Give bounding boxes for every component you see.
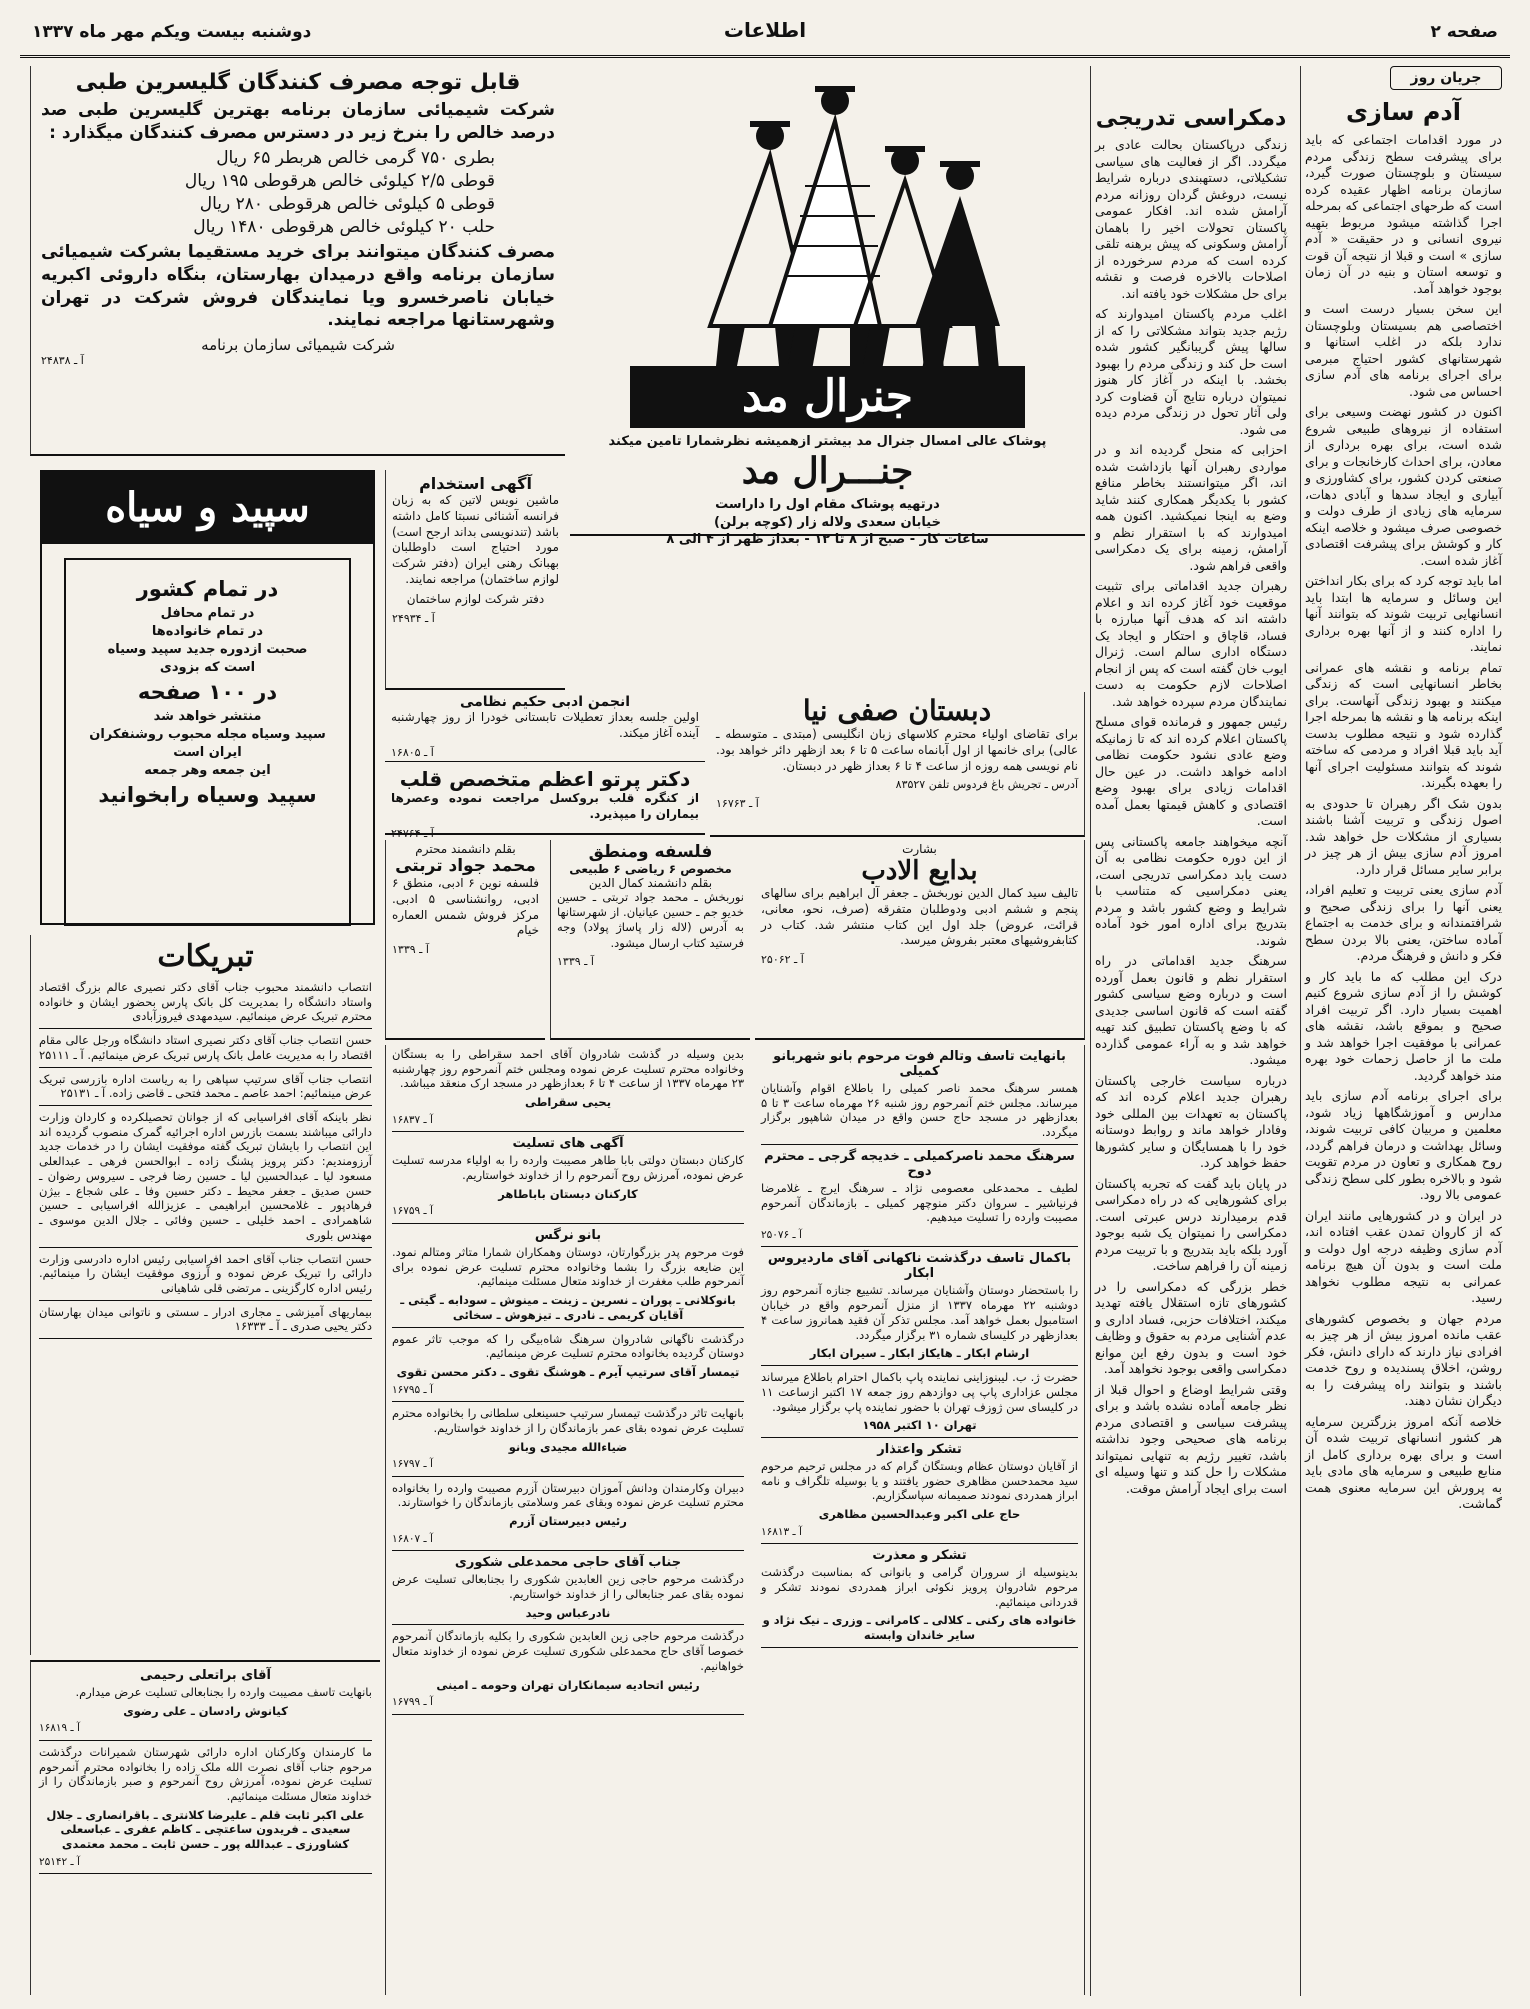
notice-title: تشکر واعتذار — [877, 1441, 962, 1457]
author-name: محمد جواد تربتی — [395, 856, 536, 876]
ad-text: نوربخش ـ محمد جواد تربتی ـ حسین خدیو جم ـ حسین عیانیان. از شهرستانها به آدرس (لاله زار پاساژ پولاد) وجه فرستید کتاب ارسال میشود. — [557, 890, 744, 950]
divider — [39, 1338, 372, 1339]
ad-line: در تمام محافل — [160, 606, 255, 621]
ad-signature: شرکت شیمیائی سازمان برنامه — [201, 336, 395, 355]
divider — [392, 1401, 744, 1402]
paragraph: اغلب مردم پاکستان امیدوارند که رژیم جدید بتواند مشکلاتی را که از سالها پیش گریبانگیر کشور شده است حل کند و زندگی مردم را بهبود بخشد. با اینکه در آغاز کار هنوز نمیتوان درباره نتایج آن قضاوت کرد ولی آثار تحول در زندگی مردم دیده می شود. — [1095, 306, 1287, 437]
congratulation-item: حسن انتصاب جناب آقای دکتر نصیری استاد دانشگاه ورجل عالی مقام اقتصاد را به مدیریت عامل بانک پارس تبریک عرض مینمائیم. آ ـ ۲۵۱۱۱ — [38, 1033, 372, 1062]
notice-title: بانو نرگس — [534, 1227, 602, 1243]
paragraph: در پایان باید گفت که تجربه پاکستان برای کشورهایی که در راه دمکراسی قدم برمیدارند درس عبرتی است. دمکراسی را نمیتوان یک شبه بوجود آورد بلکه باید بتدریج و با تربیت مردم زمینه آن را فراهم ساخت. — [1095, 1175, 1287, 1273]
article-body — [1305, 132, 1502, 1513]
notice-text: همسر سرهنگ محمد ناصر کمیلی را باطلاع اقوام وآشنایان میرساند. مجلس ختم آنمرحوم روز شنبه ۲۶ مهرماه ساعت ۳ تا ۵ بعدازظهر در مسجد حاج حسن واقع در میدان شاهپور برگزار میگردد. — [761, 1081, 1079, 1140]
magazine-ad-box — [64, 558, 351, 926]
newspaper-name: اطلاعات — [723, 18, 807, 42]
book-title: فلسفه ومنطق — [588, 842, 713, 862]
condolence-list — [392, 1047, 744, 1715]
ad-line: خیابان سعدی ولاله زار (کوچه برلن) — [714, 514, 941, 530]
condolence-center-column — [755, 1045, 1085, 1995]
congratulation-item: انتصاب جناب آقای سرتیپ سپاهی را به ریاست اداره بازرسی تبریک عرض مینمائیم: احمد عاصم ـ محمد فتحی ـ قاضی زاده. آ ـ ۲۵۱۳۱ — [39, 1071, 372, 1101]
article-title: دمکراسی تدریجی — [1095, 106, 1287, 131]
notice-signature: ارشام ابکار ـ هایکاز ابکار ـ سیران ابکار — [809, 1346, 1030, 1361]
ad-details — [570, 496, 1085, 549]
notice-signature: تیمسار آقای سرتیپ آیرم ـ هوشنگ تقوی ـ دکتر محسن تقوی — [396, 1364, 740, 1379]
congratulation-item: نظر باینکه آقای افراسیابی که از جوانان تحصیلکرده و کاردان وزارت دارائی میباشند بسمت بازرس اداره اجرائیه گمرک منصوب گردیده اند این انتصاب را بایشان تبریک گفته موفقیت ایشان را در خدمات جدید آرزومندیم: دکتر پرویز پشنگ زاده ـ ابوالحسن فرهی ـ عبدالعلی مسعود لیا ـ عبدالحسین لیا ـ حسین رضا فرجی ـ سیروس رضوان ـ حسن صدیق ـ جعفر محیط ـ دکتر حسین وفا ـ علی شجاع ـ بیژن فرهادپور ـ غلامحسین ابراهیمی ـ عزیزالله افراسیابی ـ حسین شاهمرادی ـ احمد خلیلی ـ حسین وفائی ـ جلال الدین موسوی ـ مهندس بلوری — [39, 1110, 372, 1242]
notice-text: فوت مرحوم پدر بزرگوارتان، دوستان وهمکاران شمارا متاثر ومتالم نمود. این ضایعه بزرگ را بشما وخانواده محترم تسلیت عرض نموده برای آنمرحوم طلب مغفرت از خداوند متعال مسئلت مینمائیم. — [392, 1244, 744, 1289]
paragraph: درک این مطلب که ما باید کار و کوشش را از آدم سازی شروع کنیم اهمیت بسیار دارد. اگر تربیت افراد صحیح و بموقع باشد، نقشه های عمرانی با موفقیت اجرا خواهد شد و ملت ما از حاصل زحمات خود بهره مند خواهد گردید. — [1305, 968, 1502, 1083]
paragraph: اما باید توجه کرد که برای بکار انداختن این وسائل و سرمایه ها ابتدا باید انسانهایی تربیت شوند که بتوانند آنها را اداره کنند و از آنها بهره برداری نمایند. — [1305, 573, 1502, 654]
ad-line: است که بزودی — [159, 660, 256, 675]
divider — [761, 1365, 1078, 1366]
condolence-left-column — [30, 1660, 380, 1995]
page-header — [20, 0, 1510, 58]
paragraph: برای اجرای برنامه آدم سازی باید مدارس و آموزشگاهها زیاد شود، معلمین و مربیان کافی تربیت شوند، وسائل بهداشت و درمان فراهم گردد، روح همکاری و تعاون در مردم تقویت شود و بالاخره بطور کلی سطح زندگی عمومی بالا رود. — [1305, 1088, 1502, 1202]
divider — [39, 1300, 372, 1301]
notice-code: آ ـ ۱۶۸۳۷ — [392, 1113, 433, 1126]
divider — [392, 1624, 744, 1625]
notice-signature: کارکنان دبستان باباطاهر — [498, 1186, 638, 1201]
section-title: تبریکات — [157, 939, 254, 974]
doctor-ad — [385, 765, 705, 840]
divider — [761, 1246, 1078, 1247]
ad-outro: مصرف کنندگان میتوانند برای خرید مستقیما بشرکت شیمیائی سازمان برنامه واقع درمیدان بهارستان، بنگاه داروئی اکبریه خیابان ناصرخسرو ویا نمایندگان فروش شرکت در تهران وشهرستانها مراجعه نمایند. — [41, 241, 555, 331]
notice-title: انجمن ادبی حکیم نظامی — [459, 694, 631, 710]
notice-signature: ضیاءالله مجیدی وبانو — [508, 1439, 628, 1454]
ad-text: ماشین نویس لاتین که به زبان فرانسه آشنائی نسبتا کامل داشته باشد (تندنویسی بداند ارجح است) مورد احتیاج است داوطلبان بهبانک رهنی ایران (دفتر شرکت لوازم ساختمان) مراجعه نمایند. — [392, 493, 559, 587]
torbati-book-ad — [385, 840, 545, 1040]
price-list — [41, 147, 495, 239]
ad-line: در ۱۰۰ صفحه — [137, 680, 278, 704]
ad-line: سپید وسیاه مجله محبوب روشنفکران — [89, 727, 326, 742]
ad-code: آ ـ ۱۶۷۶۳ — [716, 797, 759, 810]
ad-label: بقلم دانشمند محترم — [415, 842, 516, 856]
notice-code: آ ـ ۲۵۰۷۶ — [761, 1229, 802, 1242]
notice-code: آ ـ ۱۶۷۵۹ — [392, 1205, 433, 1218]
ad-text: تالیف سید کمال الدین نوربخش ـ جعفر آل ابراهیم برای سالهای پنجم و ششم ادبی ودوطلبان متفرقه (صرف، نحو، معانی، قرائت، عروض) جلد اول این کتاب منتشر شد. کتاب در کتابفروشیهای معتبر بفروش میرسد. — [761, 886, 1078, 948]
notice-signature: حاج علی اکبر وعبدالحسین مظاهری — [818, 1507, 1021, 1522]
paragraph: درباره سیاست خارجی پاکستان رهبران جدید اعلام کرده اند که پاکستان به تعهدات بین المللی خود وفادار خواهد ماند و روابط دوستانه خود را با همسایگان و سایر کشورها حفظ خواهد کرد. — [1095, 1072, 1287, 1170]
notice-signature: یحیی سقراطی — [524, 1095, 612, 1110]
notice-text: اولین جلسه بعداز تعطیلات تابستانی خودرا از روز چهارشنبه آینده آغاز میکند. — [391, 710, 699, 740]
magazine-logo: سپید و سیاه — [42, 472, 373, 544]
divider — [392, 1131, 744, 1132]
fashion-figures-illustration — [570, 66, 1085, 396]
price-item: بطری ۷۵۰ گرمی خالص هربطر ۶۵ ریال — [216, 147, 495, 168]
divider — [39, 1247, 372, 1248]
notice-signature: کیانوش رادسان ـ علی رضوی — [123, 1703, 288, 1718]
notice-code: آ ـ ۱۶۷۹۹ — [392, 1696, 433, 1709]
notice-code: آ ـ ۱۶۸۰۵ — [391, 745, 434, 759]
notice-text: درگذشت مرحوم حاجی زین العابدین شکوری را بجنابعالی تسلیت عرض نموده بقای عمر جنابعالی را از خداوند خواستاریم. — [392, 1572, 744, 1601]
notice-code: آ ـ ۱۶۸۱۹ — [39, 1722, 80, 1735]
notice-title: بانهایت تاسف وتالم فوت مرحوم بانو شهربانو کمیلی — [773, 1049, 1066, 1079]
ad-intro: شرکت شیمیائی سازمان برنامه بهترین گلیسرین طبی صد درصد خالص را بنرخ زیر در دسترس مصرف کنندگان میگذارد : — [41, 100, 555, 143]
notice-title: تشکر و معذرت — [872, 1548, 967, 1564]
sepid-va-siah-ad — [40, 470, 375, 925]
notice-title: سرهنگ محمد ناصرکمیلی ـ خدیجه گرجی ـ محترم دوح — [764, 1148, 1075, 1179]
divider — [392, 1223, 744, 1224]
divider — [39, 1105, 372, 1106]
notice-signature: رئیس اتحادیه سیمانکاران تهران وحومه ـ امینی — [436, 1677, 700, 1692]
notice-code: آ ـ ۱۶۷۹۷ — [392, 1458, 433, 1471]
condolence-list — [39, 1668, 372, 1874]
paragraph: احزابی که منحل گردیده اند و در مواردی رهبران آنها بازداشت شده اند، اگر میتوانستند بخاطر منافع کشور با یکدیگر همکاری کنند شاید وضع به اینجا نمیکشید. اکنون همه امیدوارند که با استقرار نظم و آرامش، زمینه برای یک دمکراسی واقعی فراهم شود. — [1095, 442, 1287, 573]
general-mod-logo: جنرال مد — [630, 366, 1025, 428]
paragraph: آنچه میخواهند جامعه پاکستانی پس از این دوره حکومت نظامی به آن دست یابد دمکراسی تدریجی است، یعنی دمکراسیی که متناسب با شرایط و وضع کشور باشد و مردم بتدریج برای اداره امور خود آماده شوند. — [1095, 833, 1287, 948]
paragraph: مردم جهان و بخصوص کشورهای عقب مانده امروز بیش از هر چیز به افرادی نیاز دارند که دارای دانش، فکر روشن، اخلاق پسندیده و روح خدمت باشند و بتوانند راه پیشرفت را به دیگران نشان دهند. — [1305, 1310, 1502, 1408]
congratulation-item: انتصاب دانشمند محبوب جناب آقای دکتر نصیری عالم بزرگ اقتصاد واستاد دانشگاه را بمدیریت کل بانک پارس بحضور ایشان و خانواده محترم تبریک عرض مینمائیم. سیدمهدی فیروزآبادی — [39, 980, 372, 1024]
school-ad — [710, 692, 1085, 837]
notice-code: آ ـ ۱۶۷۹۵ — [392, 1383, 433, 1396]
notice-text: بدین وسیله در گذشت شادروان آقای احمد سقراطی را به بستگان وخانواده محترم تسلیت عرض نموده ومجلس ختم آنمرحوم روز چهارشنبه ۲۳ مهرماه ۱۳۳۷ از ساعت ۴ تا ۶ بعدازظهر در مسجد ارک منعقد میباشد. — [392, 1047, 744, 1091]
notice-signature: تهران ۱۰ اکتبر ۱۹۵۸ — [862, 1418, 977, 1433]
divider — [761, 1543, 1078, 1544]
paragraph: رهبران جدید اقداماتی برای تثبیت موقعیت خود آغاز کرده اند و اعلام داشته اند که هدف آنها مبارزه با فساد، قاچاق و احتکار و ایجاد یک دستگاه اداری سالم است. ژنرال ایوب خان گفته است که پس از انجام اصلاحات لازم حکومت به دست نمایندگان مردم سپرده خواهد شد. — [1095, 578, 1287, 709]
divider — [39, 1028, 372, 1029]
condolence-list — [761, 1049, 1078, 1648]
paragraph: در مورد اقدامات اجتماعی که باید برای پیشرفت سطح زندگی مردم سیستان و بلوچستان صورت گیرد، سازمان برنامه اظهار عقیده کرده است که طرحهای اجتماعی که بمرحله اجرا گذاشته میشود مربوط بتهیه نیروی انسانی و در حقیقت « آدم سازی » است و قبلا از نتیجه آن قوت و توسعه استان و بنیه در آن زمان بوجود خواهد آمد. — [1305, 132, 1502, 296]
condolence-middle-column — [385, 1045, 750, 1995]
book-title: بدایع الادب — [861, 856, 978, 886]
paragraph: بدون شک اگر رهبران تا حدودی به اصول زندگی و تربیت آشنا باشند بسیاری از مشکلات حل خواهد شد. امروز آدم سازی بیش از هر چیز در برابر سایر مسائل قرار دارد. — [1305, 795, 1502, 877]
issue-date: دوشنبه بیست ویکم مهر ماه ۱۳۳۷ — [32, 22, 312, 42]
notice-code: آ ـ ۲۵۱۴۲ — [39, 1855, 80, 1868]
notice-text: لطیف ـ محمدعلی معصومی نژاد ـ سرهنگ ایرج ـ غلامرضا فرنیاشیر ـ سروان دکتر منوچهر کمیلی ـ بازماندگان آنمرحوم مصیبت وارده را تسلیت میدهیم. — [761, 1180, 1078, 1225]
notice-text: درگذشت مرحوم حاجی زین العابدین شکوری را بکلیه بازماندگان آنمرحوم خصوصا آقای حاج محمدعلی شکوری تسلیت عرض نموده از خداوند متعال خواهانیم. — [392, 1629, 744, 1673]
ad-signature: دفتر شرکت لوازم ساختمان — [406, 591, 545, 606]
ad-text: از کنگره قلب بروکسل مراجعت نموده وعصرها بیماران را میپذیرد. — [391, 791, 699, 821]
ad-code: آ ـ ۲۴۹۳۴ — [392, 611, 435, 625]
divider — [39, 1873, 372, 1874]
anjoman-notice — [385, 692, 705, 762]
ad-title: دکتر پرتو اعظم متخصص قلب — [399, 767, 691, 791]
divider — [39, 1067, 372, 1068]
ad-title: آگهی استخدام — [419, 474, 532, 493]
notice-title: آگهی های تسلیت — [512, 1136, 624, 1152]
ad-text: فلسفه نوین ۶ ادبی، منطق ۶ ادبی، روانشناسی ۵ ادبی. مرکز فروش شمس العماره خیام — [392, 876, 539, 938]
notice-code: آ ـ ۱۶۸۰۷ — [392, 1532, 433, 1545]
notice-text: درگذشت ناگهانی شادروان سرهنگ شاه‌بیگی را که موجب تاثر عموم دوستان گردیده بخانواده محترم تسلیت عرض مینمائیم. — [392, 1331, 744, 1361]
notice-code: آ ـ ۱۶۸۱۳ — [761, 1525, 802, 1538]
paragraph: خلاصه آنکه امروز بزرگترین سرمایه هر کشور انسانهای تربیت شده آن است و برای بهره برداری کامل از منابع طبیعی و سرمایه های مادی باید به پرورش این سرمایه معنوی همت گماشت. — [1305, 1413, 1502, 1511]
notice-text: حضرت ژ. ب. لیبنوزاینی نماینده پاپ باکمال احترام باطلاع میرساند مجلس عزاداری پاپ پی دوازدهم روز جمعه ۱۷ اکتبر ازساعت ۱۱ در کلیسای سن ژوزف تهران با حضور نماینده پاپ برگزار میشود. — [761, 1370, 1079, 1414]
notice-signature: بانوکلانی ـ پوران ـ نسرین ـ زینت ـ مینوش ـ سودابه ـ گیتی ـ آقایان کریمی ـ نادری ـ تیزهوش ـ سخائی — [400, 1293, 736, 1322]
notice-text: بدینوسیله از سروران گرامی و بانوانی که بمناسبت درگذشت مرحوم شادروان پرویز نکوئی ابراز همدردی نمودند تشکر و قدردانی مینمائیم. — [761, 1565, 1078, 1609]
ad-line: در تمام کشور — [136, 577, 279, 601]
congratulation-item: حسن انتصاب جناب آقای احمد افراسیابی رئیس اداره دادرسی وزارت دارائی را تبریک عرض نموده و آرزوی موفقیت ایشان را مینمائیم. رئیس اداره کارگزینی ـ مرتضی قلی شاهیانی — [39, 1251, 372, 1295]
article-body — [1095, 137, 1287, 1497]
divider — [392, 1550, 744, 1551]
congratulations-column — [30, 935, 380, 1655]
paragraph: زندگی درپاکستان بحالت عادی بر میگردد. اگر از فعالیت های سیاسی تشکیلاتی، دستهبندی درباره شرایط نیست، دروغش گردان روزانه مردم آرامش شده اند. افکار عمومی پاکستان تحولات اخیر را باهمان آرامش وسکونی که پیش برهنه تلقی کرده است که مردم سرخورده از اصلاحات بالاخره فرصت و نقشه برای حل مشکلات خود یافته اند. — [1095, 137, 1287, 301]
general-mod-ad — [570, 66, 1085, 548]
falsafeh-book-ad — [550, 840, 750, 1040]
notice-signature: خانواده های رکنی ـ کلالی ـ کامرانی ـ وزری ـ نیک نژاد و سایر خاندان وابسته — [762, 1613, 1077, 1643]
notice-title: باکمال تاسف درگذشت ناکهانی آقای ماردیروس ابکار — [767, 1251, 1072, 1282]
hiring-ad — [385, 470, 565, 690]
paragraph: وقتی شرایط اوضاع و احوال قبلا از نظر جامعه آماده نشده باشد و برای پیشرفت سیاسی و اقتصادی مردم برنامه های صحیحی وجود نداشته باشد، تغییر رژیم به تنهایی نمیتواند مشکلات را حل کند و تنها وسیله ای است برای ایجاد آرامش موقت. — [1095, 1381, 1287, 1496]
column-adam-sazi — [1300, 66, 1510, 1996]
ad-code: آ ـ ۱۳۳۹ — [557, 954, 594, 968]
notice-title: آقای براتعلی رحیمی — [140, 1668, 271, 1683]
ad-code: آ ـ ۲۵۰۶۲ — [761, 953, 804, 967]
ad-line: ساعات کار - صبح از ۸ تا ۱۲ - بعداز ظهر از ۴ الی ۸ — [666, 532, 989, 548]
paragraph: تمام برنامه و نقشه های عمرانی بخاطر انسانهایی است که زندگی میکنند و بهبود زندگی آنهاست. برای اینکه برنامه ها و نقشه ها بمرحله اجرا گذارده شود و نتیجه مطلوب بدست آید باید قبلا افراد و مردمی که ساخته شوند که بتوانند مسئولیت اجرای آنها را بعهده بگیرند. — [1305, 659, 1502, 790]
ad-address: آدرس ـ تجریش باغ فردوس تلفن ۸۳۵۲۷ — [895, 778, 1078, 792]
divider — [392, 1714, 744, 1715]
price-item: قوطی ۲/۵ کیلوئی خالص هرقوطی ۱۹۵ ریال — [184, 170, 495, 191]
ad-line: این جمعه وهر جمعه — [144, 763, 271, 778]
paragraph: سرهنگ جدید اقداماتی در راه استقرار نظم و قانون بعمل آورده است و درباره وضع سیاسی کشور گفته است که قانون اساسی جدیدی که با وضع پاکستان تطبیق کند تهیه خواهد شد و به آراء عمومی گذارده میشود. — [1095, 953, 1287, 1067]
paragraph: این سخن بسیار درست است و اختصاصی هم بسیستان وبلوچستان ندارد بلکه در اغلب استانها و شهرستانهای کشور احتیاج مبرمی برای اجرای برنامه های آدم سازی احساس می شود. — [1305, 301, 1502, 399]
column-democracy — [1090, 66, 1295, 1996]
ad-line: درتهیه پوشاک مقام اول را داراست — [715, 497, 940, 512]
notice-title: جناب آقای حاجی محمدعلی شکوری — [454, 1555, 682, 1571]
article-title: آدم سازی — [1346, 98, 1461, 126]
ad-lines — [74, 577, 341, 807]
notice-signature: نادرعباس وحید — [525, 1605, 611, 1620]
paragraph: آدم سازی یعنی تربیت و تعلیم افراد، یعنی آنها را برای زندگی صحیح و شرافتمندانه و برای خدمت به اجتماع آماده ساختن، یعنی بالا بردن سطح فکر و دانش و فرهنگ مردم. — [1305, 882, 1502, 963]
divider — [39, 1740, 372, 1741]
divider — [392, 1476, 744, 1477]
divider — [761, 1437, 1078, 1438]
congratulations-list — [39, 980, 372, 1339]
ad-code: آ ـ ۲۴۷۶۴ — [391, 826, 434, 840]
notice-text: بانهایت تاسف مصیبت وارده را بجنابعالی تسلیت عرض میدارم. — [75, 1685, 372, 1699]
ad-line: سپید وسیاه رابخوانید — [98, 783, 317, 807]
paragraph: خطر بزرگی که دمکراسی را در کشورهای تازه استقلال یافته تهدید میکند، اختلافات حزبی، فساد اداری و عدم آشنایی مردم به حقوق و وظایف خود است و بدون رفع این موانع دمکراسی واقعی بوجود نخواهد آمد. — [1095, 1278, 1287, 1376]
ad-label: بشارت — [902, 842, 937, 856]
ad-line: در تمام خانواده‌ها — [151, 624, 264, 639]
notice-text: بانهایت تاثر درگذشت تیمسار سرتیپ حسینعلی سلطانی را بخانواده محترم تسلیت عرض نموده بقای عمر بازماندگان را از خداوند خواستاریم. — [392, 1406, 744, 1435]
notice-text: از آقایان دوستان عظام وبستگان گرام که در مجلس ترحیم مرحوم سید محمدحسن مظاهری حضور یافتند و یا بوسیله تلگراف و نامه ابراز همدردی نمودند صمیمانه سپاسگزاریم. — [761, 1458, 1078, 1503]
notice-text: دبیران وکارمندان ودانش آموزان دبیرستان آزرم مصیبت وارده را بخانواده محترم تسلیت عرض نموده وبقای عمر وسلامتی بازماندگان را خواستارند. — [392, 1480, 744, 1510]
ad-title: دبستان صفی نیا — [802, 694, 992, 727]
page-number: صفحه ۲ — [1430, 22, 1498, 42]
notice-text: ما کارمندان وکارکنان اداره دارائی شهرستان شمیرانات درگذشت مرحوم جناب آقای نصرت الله ملک زاده را بخانواده محترم آنمرحوم تسلیت عرض نموده، آمرزش روح آنمرحوم و صبر بازماندگان را از خداوند متعال مسئلت مینمائیم. — [39, 1744, 372, 1804]
paragraph: رئیس جمهور و فرمانده قوای مسلح پاکستان اعلام کرده اند که تا زمانیکه وضع عادی نشود حکومت نظامی ادامه خواهد داشت. در عین حال اقدامات زیادی برای بهبود وضع اقتصادی و کاهش قیمتها بعمل آمده است. — [1095, 714, 1287, 828]
notice-signature: علی اکبر ثابت قلم ـ علیرضا کلانتری ـ باقرانصاری ـ جلال سعیدی ـ فریدون ساعتچی ـ کاظم عفری ـ عباسعلی کشاورزی ـ عبدالله پور ـ حسن ثابت ـ محمد معتمدی — [46, 1807, 365, 1852]
notice-text: را باستحضار دوستان وآشنایان میرساند. تشییع جنازه آنمرحوم روز دوشنبه ۲۲ مهرماه ۱۳۳۷ از منزل آنمرحوم واقع در خیابان استامبول بعمل خواهد آمد. مجلس تذکر آن فقید همانروز ساعت ۴ بعدازظهر در کلیسای شماره ۳۱ برگزار میگردد. — [761, 1283, 1078, 1342]
book-subtitle: مخصوص ۶ ریاضی ۶ طبیعی — [569, 862, 732, 876]
notice-signature: رئیس دبیرستان آزرم — [509, 1514, 627, 1529]
glycerin-ad — [30, 66, 565, 456]
divider — [761, 1647, 1078, 1648]
paragraph: اکنون در کشور نهضت وسیعی برای استفاده از نیروهای طبیعی شروع شده است، برای بهره برداری از معادن، برای احداث کارخانجات و برای صنعتی کردن کشور، برای کشاورزی و آبیاری و ایجاد سدها و آبادی دهات، سرمایه های زیادی از طرف دولت و خصوصی صرف میشود و خلاصه اینکه کار و کوشش برای پیشرفت اقتصادی آغاز شده است. — [1305, 404, 1502, 568]
book-author: بقلم دانشمند کمال الدین — [588, 876, 713, 890]
badaye-book-ad — [755, 840, 1085, 1040]
ad-title: قابل توجه مصرف کنندگان گلیسرین طبی — [75, 70, 521, 95]
price-item: قوطی ۵ کیلوئی خالص هرقوطی ۲۸۰ ریال — [199, 193, 495, 214]
section-badge: جریان روز — [1390, 66, 1502, 90]
notice-text: کارکنان دبستان دولتی بابا طاهر مصیبت وارده را به اولیاء مدرسه تسلیت عرض نموده، آمرزش روح آنمرحوم را از خداوند خواستاریم. — [392, 1153, 744, 1183]
divider — [761, 1144, 1078, 1145]
ad-tagline: پوشاک عالی امسال جنرال مد بیشتر ازهمیشه نظرشمارا تامین میکند — [608, 434, 1047, 449]
ad-line: منتشر خواهد شد — [153, 709, 262, 724]
ad-text: برای تقاضای اولیاء محترم کلاسهای زبان انگلیسی (مبتدی ـ متوسطه ـ عالی) برای خانمها از اول آبانماه ساعت ۵ تا ۶ بعد ازظهر دائر خواهد بود. نام نویسی همه روزه از ساعت ۴ تا ۶ بعداز ظهر در دبستان. — [716, 727, 1079, 773]
ad-brand-name: جنـــرال مد — [741, 450, 914, 492]
ad-line: صحبت ازدوره جدید سپید وسیاه — [107, 642, 308, 657]
ad-code: آ ـ ۲۴۸۳۸ — [41, 354, 84, 368]
paragraph: در ایران و در کشورهایی مانند ایران که از کاروان تمدن عقب افتاده اند، آدم سازی وظیفه درجه اول دولت و ملت است و بدون آن هیچ برنامه عمرانی به نتیجه مطلوب نخواهد رسید. — [1305, 1207, 1502, 1305]
divider — [392, 1327, 744, 1328]
price-item: حلب ۲۰ کیلوئی خالص هرقوطی ۱۴۸۰ ریال — [193, 216, 495, 237]
congratulation-item: بیماریهای آمیزشی ـ مجاری ادرار ـ سستی و ناتوانی میدان بهارستان دکتر یحیی صدری ـ آ ـ ۱۶۳۳۳ — [39, 1304, 372, 1334]
ad-code: آ ـ ۱۳۳۹ — [392, 943, 429, 957]
ad-line: ایران است — [173, 745, 242, 760]
